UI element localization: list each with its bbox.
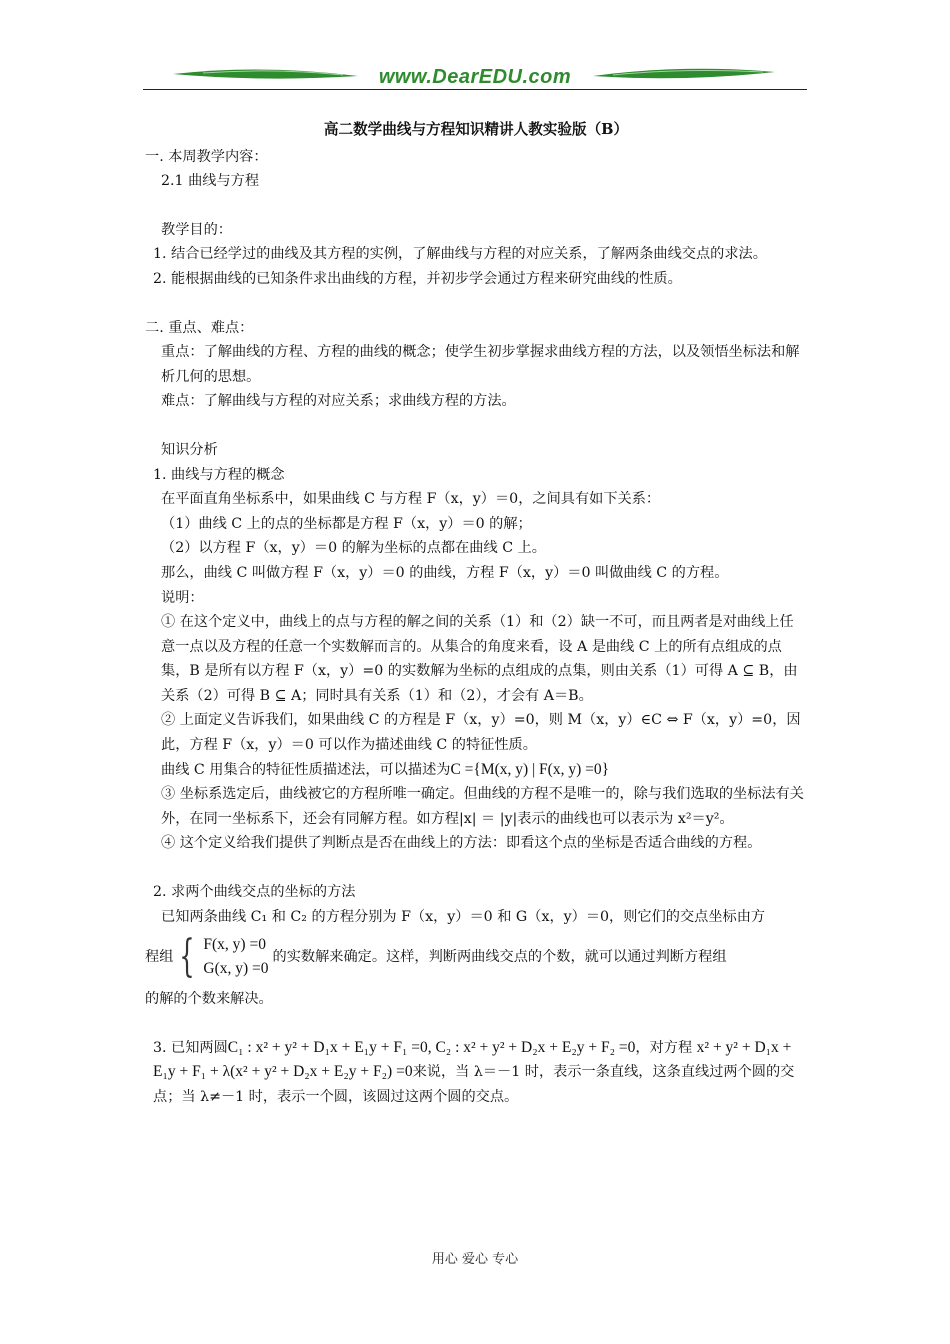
equation-g: G(x, y) =0 bbox=[203, 960, 269, 978]
circle-family-formula: x² + y² + D₁x + E₁y + F₁ + λ(x² + y² + D₂x + E₂y + F₂) =0 bbox=[153, 1038, 792, 1081]
knowledge-3-prefix: 3. 已知两圆 bbox=[153, 1039, 228, 1056]
site-logo-text: www.DearEDU.com bbox=[378, 66, 572, 88]
note-2-set bbox=[145, 758, 807, 783]
note-4: ④ 这个定义给我们提供了判断点是否在曲线上的方法：即看这个点的坐标是否适合曲线的方程。 bbox=[161, 835, 762, 852]
key-point: 重点：了解曲线的方程、方程的曲线的概念；使学生初步掌握求曲线方程的方法，以及领悟坐标法和解析几何的思想。 bbox=[161, 344, 800, 385]
system-prefix: 程组 bbox=[145, 948, 174, 965]
equation-system bbox=[145, 933, 807, 981]
system-equations bbox=[203, 933, 268, 981]
condition-2: （2）以方程 F（x，y）＝0 的解为坐标的点都在曲线 C 上。 bbox=[161, 540, 546, 557]
section1-heading: 一. 本周教学内容： bbox=[145, 148, 268, 165]
page-footer: 用心 爱心 专心 bbox=[431, 1252, 519, 1267]
note-1: ① 在这个定义中，曲线上的点与方程的解之间的关系（1）和（2）缺一不可，而且两者是对曲线上任意一点以及方程的任意一个实数解而言的。从集合的角度来看，设 A 是曲线 C 上的所有点组成的点集，B 是所有以方程 F（x，y）=0 的实数解为坐标的点组成的点集，则由关系（1）可得 A ⊆ B，由关系（2）可得 B ⊆ A；同时具有关系（1）和（2），才会有 A＝B。 bbox=[161, 614, 798, 704]
notes-heading: 说明： bbox=[161, 589, 204, 606]
section2-heading: 二. 重点、难点： bbox=[145, 319, 254, 336]
analysis-heading: 知识分析 bbox=[161, 441, 218, 458]
knowledge-3 bbox=[145, 1036, 807, 1110]
knowledge-2-heading: 2. 求两个曲线交点的坐标的方法 bbox=[153, 884, 356, 901]
system-suffix: 的实数解来确定。这样，判断两曲线交点的个数，就可以通过判断方程组 bbox=[272, 948, 727, 965]
note-2: ② 上面定义告诉我们，如果曲线 C 的方程是 F（x，y）=0，则 M（x，y）∈C ⇔ F（x，y）=0，因此，方程 F（x，y）＝0 可以作为描述曲线 C 的特征性质。 bbox=[161, 712, 801, 754]
set-builder-formula: C ={M(x, y) | F(x, y) =0} bbox=[450, 760, 610, 778]
difficulty-point: 难点：了解曲线与方程的对应关系；求曲线方程的方法。 bbox=[161, 393, 516, 410]
note-2-set-text: 曲线 C 用集合的特征性质描述法，可以描述为 bbox=[161, 761, 451, 778]
section1-item: 2.1 曲线与方程 bbox=[161, 173, 260, 190]
header-divider bbox=[143, 89, 807, 90]
two-circles-formula: C₁ : x² + y² + D₁x + E₁y + F₁ =0, C₂ : x² + y² + D₂x + E₂y + F₂ =0 bbox=[227, 1038, 636, 1056]
knowledge-2-text: 已知两条曲线 C₁ 和 C₂ 的方程分别为 F（x，y）＝0 和 G（x，y）＝0，则它们的交点坐标由方 bbox=[161, 908, 766, 925]
goal-2: 2. 能根据曲线的已知条件求出曲线的方程，并初步学会通过方程来研究曲线的性质。 bbox=[153, 270, 682, 287]
knowledge-1-intro: 在平面直角坐标系中，如果曲线 C 与方程 F（x，y）＝0，之间具有如下关系： bbox=[161, 491, 661, 508]
knowledge-3-rest: 来说，当 λ＝－1 时，表示一条直线，这条直线过两个圆的交点；当 λ≠－1 时，表示一个圆，该圆过这两个圆的交点。 bbox=[153, 1064, 795, 1105]
note-3: ③ 坐标系选定后，曲线被它的方程所唯一确定。但曲线的方程不是唯一的，除与我们选取的坐标法有关外，在同一坐标系下，还会有同解方程。如方程|x| ＝ |y|表示的曲线也可以表示为 x²＝y²。 bbox=[161, 786, 804, 827]
equation-f: F(x, y) =0 bbox=[203, 936, 266, 954]
goal-1: 1. 结合已经学过的曲线及其方程的实例，了解曲线与方程的对应关系，了解两条曲线交点的求法。 bbox=[153, 246, 767, 263]
site-header bbox=[143, 62, 807, 92]
condition-1: （1）曲线 C 上的点的坐标都是方程 F（x，y）＝0 的解； bbox=[161, 515, 532, 532]
left-brace: { bbox=[179, 931, 196, 983]
knowledge-2-conclusion: 的解的个数来解决。 bbox=[145, 991, 273, 1008]
document-title: 高二数学曲线与方程知识精讲人教实验版（B） bbox=[323, 121, 629, 138]
knowledge-1-heading: 1. 曲线与方程的概念 bbox=[153, 466, 285, 483]
document-body bbox=[145, 118, 807, 1110]
definition-conclusion: 那么，曲线 C 叫做方程 F（x，y）＝0 的曲线，方程 F（x，y）＝0 叫做曲线 C 的方程。 bbox=[161, 564, 729, 581]
knowledge-3-mid: ，对方程 bbox=[635, 1039, 693, 1056]
goals-heading: 教学目的： bbox=[161, 221, 232, 238]
